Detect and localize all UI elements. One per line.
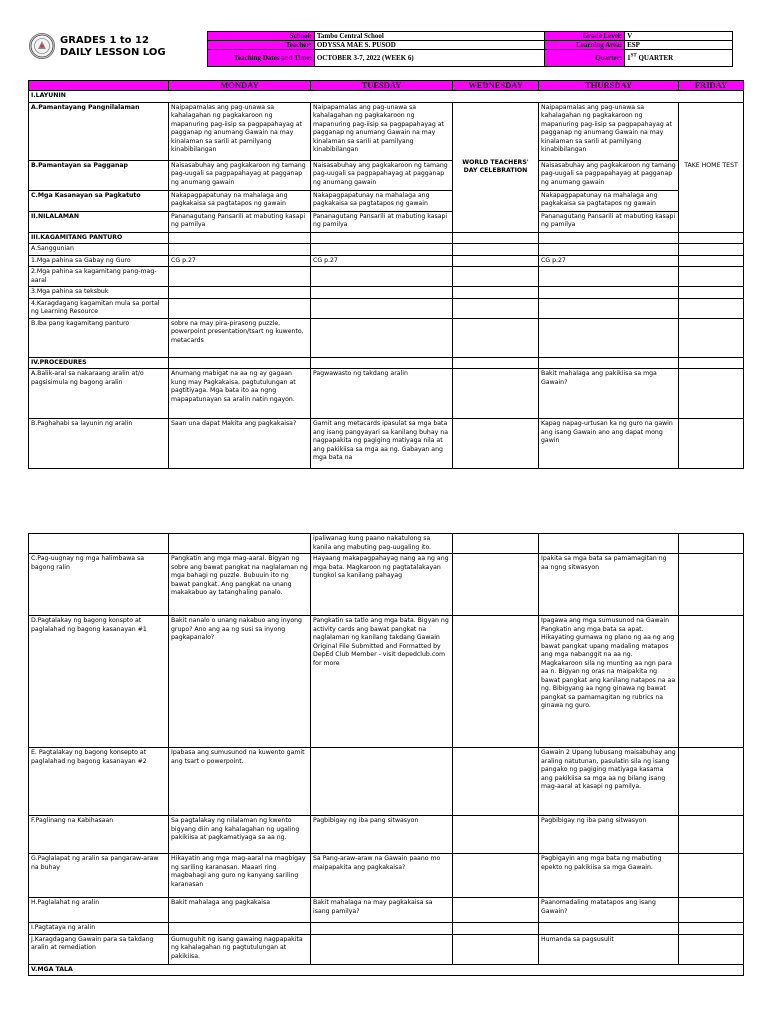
cell-monday: Anumang mabigat na aa ng ay gagaan kung may Pagkakaisa, pagtutulungan at pagtitiyaga. Mga bata ito aa ngng mapapatunayan sa aralin natin ngayon. <box>169 369 311 419</box>
cell-monday: Sa pagtalakay ng nilalaman ng kwento bigyang diin ang kahalagahan ng ugaling pakikiisa at pagkamatiyaga sa aa ng. <box>169 816 311 854</box>
quarter-value <box>625 50 733 67</box>
table-row <box>29 244 744 256</box>
day-header-tuesday: TUESDAY <box>311 81 453 91</box>
learning-area-label: Learning Area: <box>544 41 624 50</box>
row-label: E. Pagtalakay ng bagong konsepto at paglalahad ng bagong kasanayan #2 <box>29 748 169 816</box>
table-row <box>29 190 744 211</box>
header-title-dll: DAILY LESSON LOG <box>60 47 166 58</box>
table-row <box>29 102 744 160</box>
row-label: II.NILALAMAN <box>29 211 169 232</box>
day-header-monday: MONDAY <box>169 81 311 91</box>
row-label: F.Paglinang na Kabihasaan <box>29 816 169 854</box>
cell-monday: Hikayatin ang mga mag-aaral na magbigay ng sariling karanasan. Maaari ring magbahagi ang guro ng kanyang sariling karanasan <box>169 854 311 898</box>
cell-thursday: Pagbibigay ng iba pang sitwasyon <box>539 816 679 854</box>
cell-thursday: Paanomadaling matatapos ang isang Gawain? <box>539 898 679 923</box>
cell-monday: Pananagutang Pansarili at mabuting kasapi ng pamilya <box>169 211 311 232</box>
table-row <box>29 554 744 616</box>
row-label: A.Balik-aral sa nakaraang aralin at/o pagsisimula ng bagong aralin <box>29 369 169 419</box>
cell-monday: sobre na may pira-pirasong puzzle, powerpoint presentation/tsart ng kuwento, metacards <box>169 318 311 357</box>
teacher-label: Teacher: <box>208 41 315 50</box>
row-label: C.Mga Kasanayan sa Pagkatuto <box>29 190 169 211</box>
row-label: B.Iba pang kagamitang panturo <box>29 318 169 357</box>
row-label: 4.Karagdagang kagamitan mula sa portal ng Learning Resource <box>29 298 169 318</box>
cell-monday: Gumuguhit ng isang gawaing nagpapakita ng kahalagahan ng pagtutulungan at pakikiisa. <box>169 934 311 964</box>
cell-thursday: Naipapamalas ang pag-unawa sa kahalagahan ng pagkakaroon ng mapanuring pag-iisip sa pagpapahayag at pagganap ng anumang Gawain na may kinalaman sa sarili at pamilyang kinabibilangan <box>539 102 679 160</box>
table-row <box>29 160 744 190</box>
table-row <box>29 816 744 854</box>
cell-tuesday: Gamit ang metacards ipasulat sa mga bata ang isang pangyayari sa kanilang buhay na nagpapakita ng pagiging matiyaga nila at ang pakikiisa sa mga aa ng. Gabayan ang mga bata na <box>311 419 453 469</box>
table-row <box>29 923 744 935</box>
section-heading-mga-tala: V.MGA TALA <box>29 964 744 976</box>
day-header-thursday: THURSDAY <box>539 81 679 91</box>
cell-tuesday: Pagwawasto ng takdang aralin <box>311 369 453 419</box>
cell-monday: CG p.27 <box>169 255 311 267</box>
source-note: Original File Submitted and Formatted by DepEd Club Member - visit depedclub.com for more <box>313 642 446 667</box>
cell-tuesday: Sa Pang-araw-araw na Gawain paano mo maipapakita ang pagkakaisa? <box>311 854 453 898</box>
school-label: School: <box>208 32 315 41</box>
row-label: B.Pamantayan sa Pagganap <box>29 160 169 190</box>
days-header-row <box>29 81 744 91</box>
cell-monday: Bakit mahalaga ang pagkakaisa <box>169 898 311 923</box>
table-row <box>29 357 744 369</box>
header-title-grades: GRADES 1 to 12 <box>60 35 149 46</box>
cell-monday: Bakit nanalo o unang nakabuo ang inyong grupo? Ano ang aa ng susi sa inyong pagkapanalo? <box>169 616 311 748</box>
cell-thursday: Gawain 2 Upang lubusang maisabuhay ang araling natutunan, pasulatin sila ng isang pangako ng pagiging matiyaga kasama ang pakikiisa sa mga aa ng bilang isang mag-aaral at kasapi ng pamilya. <box>539 748 679 816</box>
learning-area-value: ESP <box>625 41 733 50</box>
cell-monday: Pangkatin ang mga mag-aaral. Bigyan ng sobre ang bawat pangkat na naglalaman ng mga bahagi ng puzzle. Bubuuin ito ng bawat pangkat. Ang pangkat na unang makakabuo ay tatanghaling panalo. <box>169 554 311 616</box>
cell-tuesday: Pagbibigay ng iba pang sitwasyon <box>311 816 453 854</box>
teacher-value: ODYSSA MAE S. PUSOD <box>314 41 544 50</box>
cell-tuesday: CG p.27 <box>311 255 453 267</box>
cell-monday: Naipapamalas ang pag-unawa sa kahalagahan ng pagkakaroon ng mapanuring pag-iisip sa pagpapahayag at pagganap ng anumang Gawain na may kinalaman sa sarili at pamilyang kinabibilangan <box>169 102 311 160</box>
cell-tuesday: Naipapamalas ang pag-unawa sa kahalagahan ng pagkakaroon ng mapanuring pag-iisip sa pagpapahayag at pagganap ng anumang Gawain na may kinalaman sa sarili at pamilyang kinabibilangan <box>311 102 453 160</box>
cell-tuesday: Nakapagpapatunay na mahalaga ang pagkakaisa sa pagtatapos ng gawain <box>311 190 453 211</box>
lesson-table-page-2 <box>28 533 744 976</box>
row-label: H.Paglalahat ng aralin <box>29 898 169 923</box>
cell-thursday: Ipagawa ang mga sumusunod na Gawain Pangkatin ang mga bata sa apat. Hikayating gumawa ng plano ng aa ng ang bawat pangkat upang madaling matapos ang mga nabanggit na aa ng. Magkakaroon sila ng munting aa ngn para aa n. Bigyan ng oras na maipakita ng bawat pangkat ang kanilang natapos na aa ng. Bibigyang aa ngng ginawa ng bawat pangkat sa pamamagitan ng rubrics na ginawa ng guro. <box>539 616 679 748</box>
row-label: C.Pag-uugnay ng mga halimbawa sa bagong ralin <box>29 554 169 616</box>
section-heading-layunin: I.LAYUNIN <box>29 91 744 103</box>
row-label: D.Pagtalakay ng bagong konspto at paglalahad ng bagong kasanayan #1 <box>29 616 169 748</box>
cell-wednesday-celebration: WORLD TEACHERS' DAY CELEBRATION <box>453 102 539 232</box>
school-value: Tambo Central School <box>314 32 544 41</box>
activity-text: Pangkatin sa tatlo ang mga bata. Bigyan ng activity cards ang bawat pangkat na naglalaman ng kanilang takdang Gawain <box>313 617 449 641</box>
grade-level-label: Grade Level: <box>544 32 624 41</box>
table-row <box>29 898 744 923</box>
table-row <box>29 748 744 816</box>
row-label: 1.Mga pahina sa Gabay ng Guro <box>29 255 169 267</box>
cell-thursday: Ipakita sa mga bata sa pamamagitan ng aa ngng sitwasyon <box>539 554 679 616</box>
day-header-wednesday: WEDNESDAY <box>453 81 539 91</box>
lesson-table-page-1 <box>28 80 744 469</box>
row-label: G.Paglalapat ng aralin sa pangaraw-araw na buhay <box>29 854 169 898</box>
table-row <box>29 318 744 357</box>
cell-thursday: Naisasabuhay ang pagkakaroon ng tamang pag-uugali sa pagpapahayag at pagganap ng anumang gawain <box>539 160 679 190</box>
quarter-word: QUARTER <box>638 54 674 62</box>
table-row <box>29 287 744 299</box>
row-label: A.Pamantayang Pangnilalaman <box>29 102 169 160</box>
lesson-log-page-2 <box>0 500 768 1024</box>
quarter-number: 1 <box>627 54 631 62</box>
table-row <box>29 267 744 287</box>
cell-tuesday: Hayaang makapagpahayag nang aa ng ang mga bata. Magkaroon ng pagtatalakayan tungkol sa kanilang pahayag <box>311 554 453 616</box>
cell-thursday: CG p.27 <box>539 255 679 267</box>
day-header-blank <box>29 81 169 91</box>
row-label: I.Pagtataya ng aralin <box>29 923 169 935</box>
table-row <box>29 534 744 554</box>
cell-tuesday <box>311 616 453 748</box>
table-row <box>29 211 744 232</box>
cell-thursday: Bakit mahalaga ang pakikiisa sa mga Gawain? <box>539 369 679 419</box>
teaching-dates-label: Teaching Dates and Time: <box>208 50 315 67</box>
cell-tuesday: Naisasabuhay ang pagkakaroon ng tamang pag-uugali sa pagpapahayag at pagganap ng anumang gawain <box>311 160 453 190</box>
cell-monday: Naisasabuhay ang pagkakaroon ng tamang pag-uugali sa pagpapahayag at pagganap ng anumang gawain <box>169 160 311 190</box>
cell-monday: Nakapagpapatunay na mahalaga ang pagkakaisa sa pagtatapos ng gawain <box>169 190 311 211</box>
table-row <box>29 298 744 318</box>
cell-thursday: Kapag napag-urtusan ka ng guro na gawin ang isang Gawain ano ang dapat mong gawin <box>539 419 679 469</box>
cell-tuesday: Bakit mahalaga na may pagkakaisa sa isang pamilya? <box>311 898 453 923</box>
cell-tuesday: Pananagutang Pansarili at mabuting kasapi ng pamilya <box>311 211 453 232</box>
table-row <box>29 419 744 469</box>
cell-thursday: Nakapagpapatunay na mahalaga ang pagkakaisa sa pagtatapos ng gawain <box>539 190 679 211</box>
deped-seal-logo <box>29 33 55 59</box>
cell-monday: Saan una dapat Makita ang pagkakaisa? <box>169 419 311 469</box>
table-row <box>29 232 744 244</box>
quarter-label: Quarter: <box>544 50 624 67</box>
quarter-suffix: ST <box>630 53 637 59</box>
table-row <box>29 255 744 267</box>
table-row <box>29 91 744 103</box>
cell-tuesday-continued: ipaliwanag kung paano nakatulong sa kanila ang mabuting pag-uugaling ito. <box>311 534 453 554</box>
table-row <box>29 369 744 419</box>
section-heading-kagamitang: III.KAGAMITANG PANTURO <box>29 232 169 244</box>
row-label: 2.Mga pahina sa kagamitang pang-mag-aaral <box>29 267 169 287</box>
row-label: 3.Mga pahina sa teksbuk <box>29 287 169 299</box>
table-row <box>29 616 744 748</box>
header-info-table <box>207 31 733 67</box>
section-heading-procedures: IV.PROCEDURES <box>29 357 169 369</box>
table-row <box>29 964 744 976</box>
day-header-friday: FRIDAY <box>679 81 744 91</box>
table-row <box>29 934 744 964</box>
cell-thursday: Pananagutang Pansarili at mabuting kasapi ng pamilya <box>539 211 679 232</box>
cell-monday: Ipabasa ang sumusunod na kuwento gamit ang tsart o powerpoint. <box>169 748 311 816</box>
grade-level-value: V <box>625 32 733 41</box>
table-row <box>29 854 744 898</box>
cell-thursday: Humanda sa pagsusulit <box>539 934 679 964</box>
row-label: J.Karagdagang Gawain para sa takdang aralin at remediation <box>29 934 169 964</box>
row-label: A.Sanggunian <box>29 244 169 256</box>
cell-friday-take-home-test: TAKE HOME TEST <box>679 102 744 232</box>
cell-thursday: Pagbigayin ang mga bata ng mabuting epekto ng pakikiisa sa mga Gawain. <box>539 854 679 898</box>
teaching-dates-value: OCTOBER 3-7, 2022 (WEEK 6) <box>314 50 544 67</box>
lesson-log-page-1 <box>0 0 768 500</box>
row-label: B.Paghahabi sa layunin ng aralin <box>29 419 169 469</box>
